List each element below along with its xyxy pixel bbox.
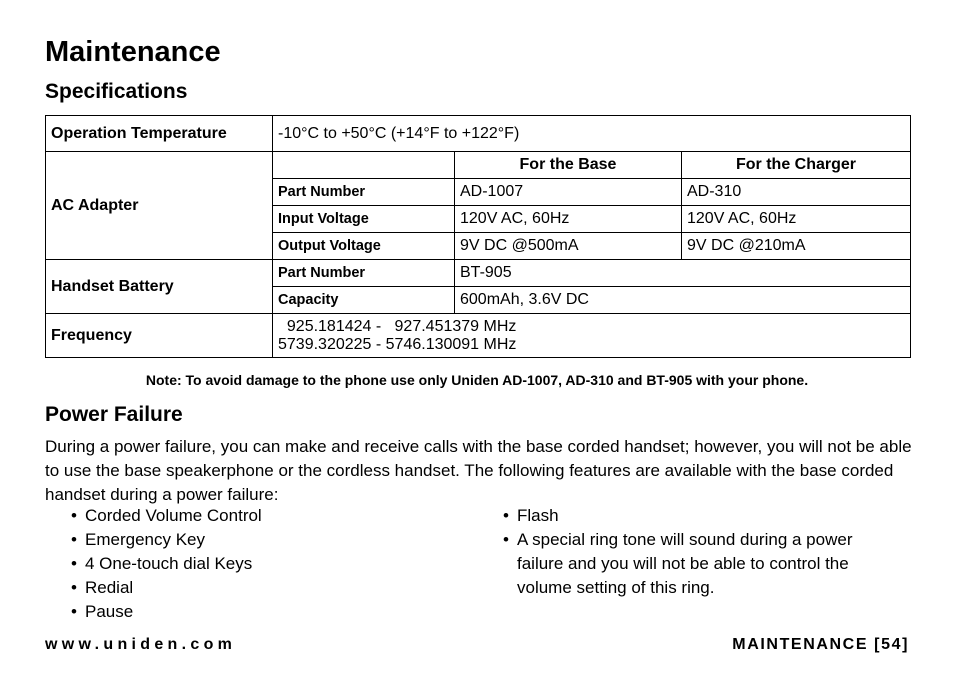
features-list-right <box>503 504 903 600</box>
note-text: Note: To avoid damage to the phone use only Uniden AD-1007, AD-310 and BT-905 with your phone. <box>145 372 809 388</box>
page-title: Maintenance <box>45 36 221 68</box>
column-header-charger: For the Charger <box>682 152 911 179</box>
row-label: Part Number <box>273 260 455 287</box>
base-value: 9V DC @500mA <box>455 233 682 260</box>
battery-value: 600mAh, 3.6V DC <box>455 287 911 314</box>
column-header-base: For the Base <box>455 152 682 179</box>
battery-value: BT-905 <box>455 260 911 287</box>
charger-value: AD-310 <box>682 179 911 206</box>
row-label: Capacity <box>273 287 455 314</box>
list-item: • A special ring tone will sound during a power failure and you will not be able to control the volume setting of this ring. <box>503 528 903 600</box>
list-item: • Pause <box>71 600 471 624</box>
frequency-label: Frequency <box>46 314 273 358</box>
operation-temperature-value: -10°C to +50°C (+14°F to +122°F) <box>273 116 911 152</box>
footer-page-number: MAINTENANCE [54] <box>732 636 909 653</box>
list-item: • Corded Volume Control <box>71 504 471 528</box>
ac-adapter-label: AC Adapter <box>46 152 273 260</box>
features-list-left <box>71 504 471 624</box>
list-item: • Redial <box>71 576 471 600</box>
row-label: Part Number <box>273 179 455 206</box>
empty-cell <box>273 152 455 179</box>
operation-temperature-label: Operation Temperature <box>46 116 273 152</box>
specifications-heading: Specifications <box>45 80 188 103</box>
frequency-line: 5739.320225 - 5746.130091 MHz <box>278 335 517 353</box>
base-value: 120V AC, 60Hz <box>455 206 682 233</box>
table-row <box>46 116 911 152</box>
list-item: • 4 One-touch dial Keys <box>71 552 471 576</box>
table-row <box>46 314 911 358</box>
frequency-value <box>273 314 911 358</box>
base-value: AD-1007 <box>455 179 682 206</box>
table-row <box>46 152 911 179</box>
specifications-table <box>45 115 911 358</box>
footer-website: www.uniden.com <box>45 636 237 653</box>
handset-battery-label: Handset Battery <box>46 260 273 314</box>
table-row <box>46 260 911 287</box>
row-label: Output Voltage <box>273 233 455 260</box>
frequency-line: 925.181424 - 927.451379 MHz <box>278 317 517 335</box>
list-item: • Flash <box>503 504 903 528</box>
row-label: Input Voltage <box>273 206 455 233</box>
power-failure-heading: Power Failure <box>45 403 183 426</box>
list-item: • Emergency Key <box>71 528 471 552</box>
charger-value: 120V AC, 60Hz <box>682 206 911 233</box>
charger-value: 9V DC @210mA <box>682 233 911 260</box>
power-failure-paragraph: During a power failure, you can make and receive calls with the base corded handset; however, you will not be able to use the base speakerphone or the cordless handset. The following features are available with the base corded handset during a power failure: <box>45 437 912 504</box>
